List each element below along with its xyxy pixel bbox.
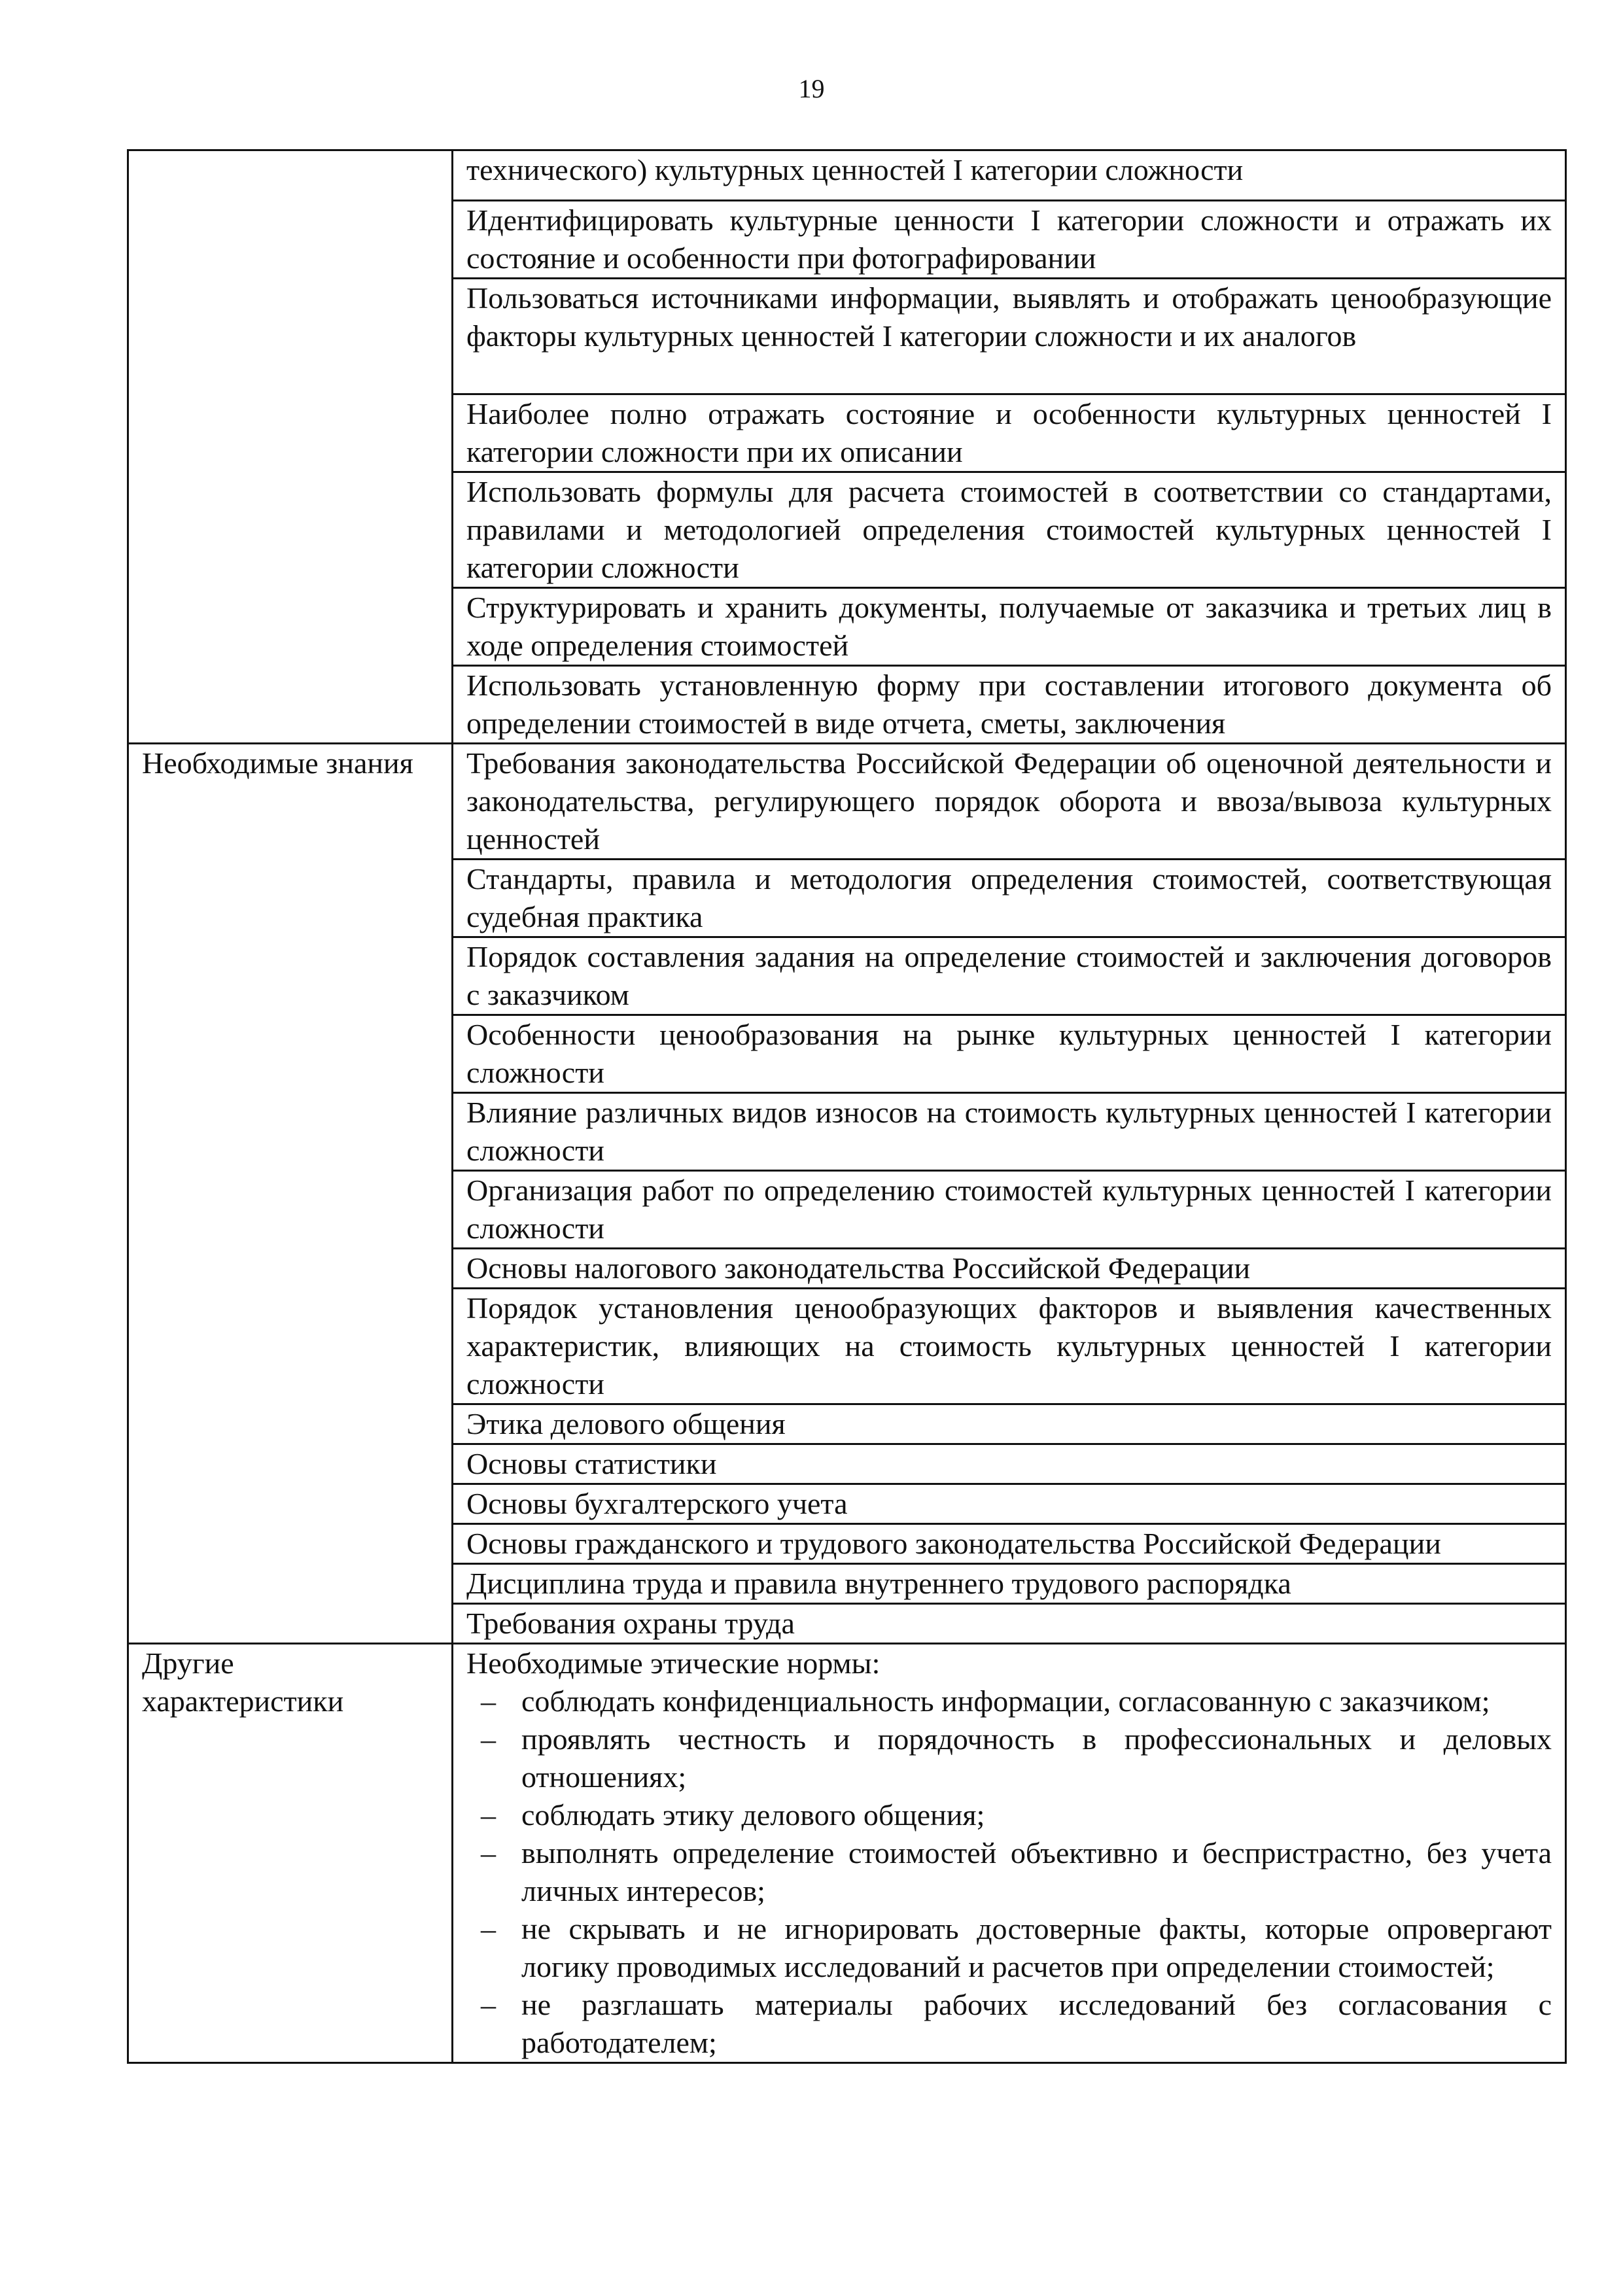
knowledge-item: Дисциплина труда и правила внутреннего трудового распорядка	[453, 1564, 1566, 1604]
list-item: – соблюдать этику делового общения;	[466, 1796, 1552, 1834]
ethics-list	[466, 1682, 1552, 2062]
skill-item: Идентифицировать культурные ценности I категории сложности и отражать их состояние и особенности при фотографировании	[453, 201, 1566, 279]
skill-item: Пользоваться источниками информации, выявлять и отображать ценообразующие факторы культурных ценностей I категории сложности и их аналогов	[453, 279, 1566, 394]
table-row	[128, 150, 1566, 201]
knowledge-item: Особенности ценообразования на рынке культурных ценностей I категории сложности	[453, 1015, 1566, 1093]
knowledge-item: Основы налогового законодательства Российской Федерации	[453, 1249, 1566, 1289]
knowledge-item: Порядок установления ценообразующих факторов и выявления качественных характеристик, влияющих на стоимость культурных ценностей I категории сложности	[453, 1289, 1566, 1404]
page-number: 19	[798, 74, 825, 103]
skill-item: Использовать формулы для расчета стоимостей в соответствии со стандартами, правилами и методологией определения стоимостей культурных ценностей I категории сложности	[453, 472, 1566, 588]
other-group-label: Другие характеристики	[128, 1644, 453, 2063]
knowledge-item: Порядок составления задания на определение стоимостей и заключения договоров с заказчиком	[453, 937, 1566, 1015]
skills-group-label	[128, 150, 453, 744]
knowledge-item: Организация работ по определению стоимостей культурных ценностей I категории сложности	[453, 1171, 1566, 1249]
knowledge-item: Основы бухгалтерского учета	[453, 1484, 1566, 1524]
competency-table	[127, 149, 1567, 2064]
list-item: – соблюдать конфиденциальность информации, согласованную с заказчиком;	[466, 1682, 1552, 1720]
table-row	[128, 744, 1566, 860]
ethics-cell	[453, 1644, 1566, 2063]
knowledge-item: Требования законодательства Российской Федерации об оценочной деятельности и законодательства, регулирующего порядок оборота и ввоза/вывоза культурных ценностей	[453, 744, 1566, 860]
skill-item: технического) культурных ценностей I категории сложности	[453, 150, 1566, 201]
ethics-intro: Необходимые этические нормы:	[466, 1646, 881, 1680]
list-item: – выполнять определение стоимостей объективно и беспристрастно, без учета личных интересов;	[466, 1834, 1552, 1910]
knowledge-item: Требования охраны труда	[453, 1604, 1566, 1644]
table-row	[128, 1644, 1566, 2063]
list-item: – проявлять честность и порядочность в профессиональных и деловых отношениях;	[466, 1720, 1552, 1796]
skill-item: Использовать установленную форму при составлении итогового документа об определении стоимостей в виде отчета, сметы, заключения	[453, 666, 1566, 744]
knowledge-item: Основы статистики	[453, 1444, 1566, 1484]
list-item: – не скрывать и не игнорировать достоверные факты, которые опровергают логику проводимых исследований и расчетов при определении стоимостей;	[466, 1910, 1552, 1986]
knowledge-item: Влияние различных видов износов на стоимость культурных ценностей I категории сложности	[453, 1093, 1566, 1171]
list-item: – не разглашать материалы рабочих исследований без согласования с работодателем;	[466, 1986, 1552, 2062]
skill-item: Структурировать и хранить документы, получаемые от заказчика и третьих лиц в ходе определения стоимостей	[453, 588, 1566, 666]
skill-item: Наиболее полно отражать состояние и особенности культурных ценностей I категории сложности при их описании	[453, 394, 1566, 472]
knowledge-item: Основы гражданского и трудового законодательства Российской Федерации	[453, 1524, 1566, 1564]
knowledge-group-label: Необходимые знания	[128, 744, 453, 1644]
knowledge-item: Стандарты, правила и методология определения стоимостей, соответствующая судебная практика	[453, 860, 1566, 937]
knowledge-item: Этика делового общения	[453, 1404, 1566, 1444]
